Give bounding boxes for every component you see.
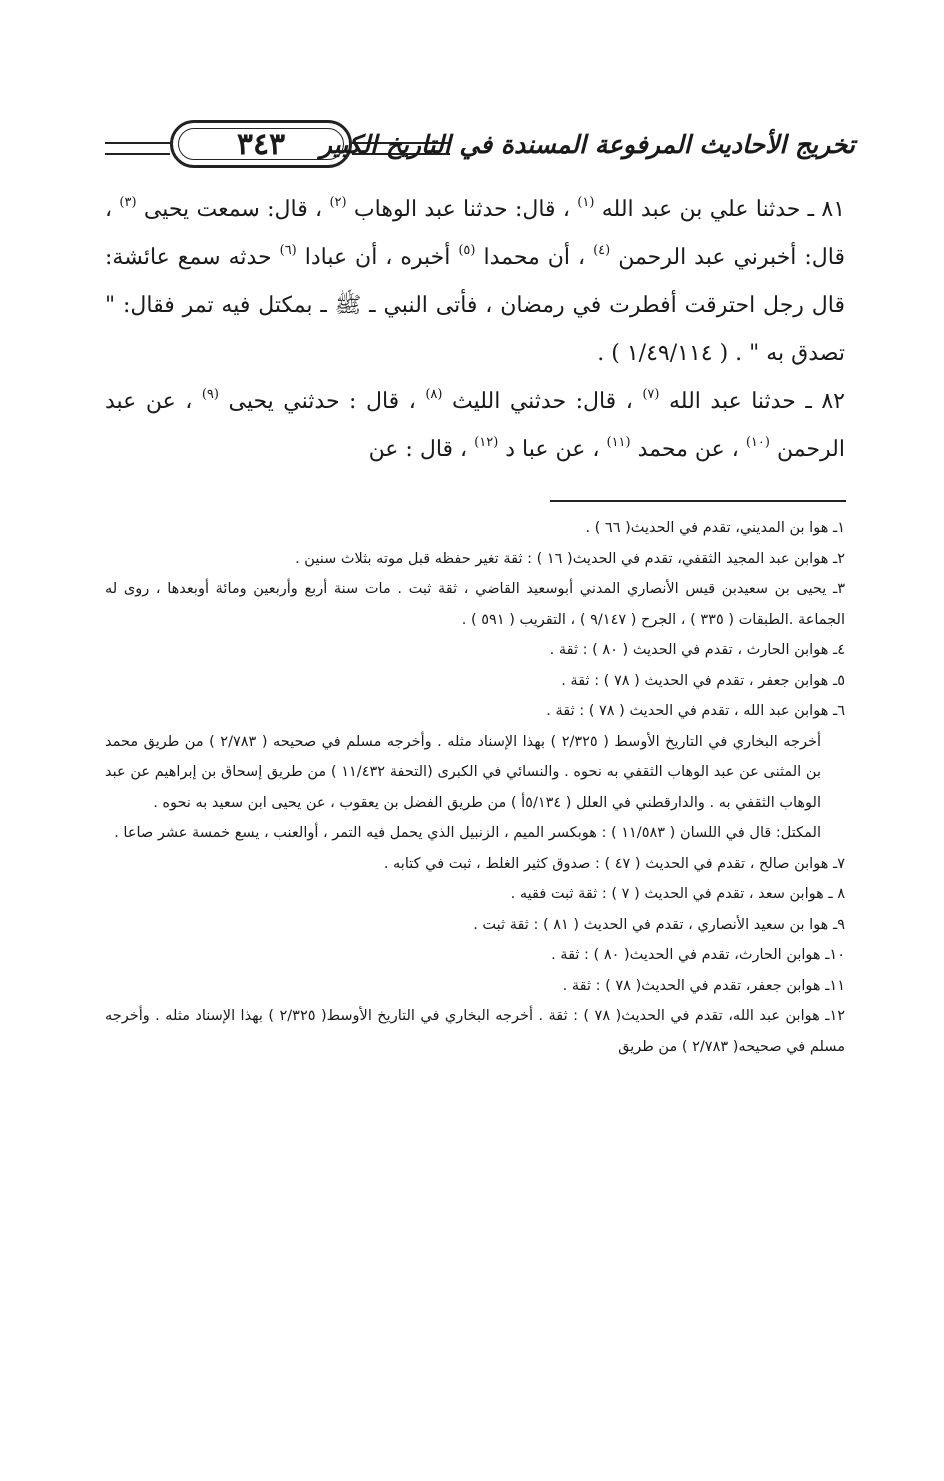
footnote-9: ٩ـ هوا بن سعيد الأنصاري ، تقدم في الحديث ( ٨١ ) : ثقة ثبت . [473,916,845,933]
hadith-82-text-4: ، عن عبد الرحمن [105,389,845,462]
footnote-3: ٣ـ يحيى بن سعيدبن قيس الأنصاري المدني أبوسعيد القاضي ، ثقة ثبت . مات سنة أربع وأربعين ومائة أوبعدها ، روى له الجماعة .الطبقات ( ٣٣٥ ) ، الجرح ( ٩/١٤٧ ) ، التقريب ( ٥٩١ ) . [105,581,845,628]
footnote-ref-10[interactable]: (١٠) [745,435,770,450]
footnote-1: ١ـ هوا بن المديني، تقدم في الحديث( ٦٦ ) . [585,520,845,536]
running-title: تخريج الأحاديث المرفوعة المسندة في التاريخ الكبير [319,130,855,159]
footnote-ref-3[interactable]: (٣) [119,195,137,210]
footnote-ref-9[interactable]: (٩) [201,387,219,402]
footnote-divider [550,500,846,502]
footnote-7: ٧ـ هوابن صالح ، تقدم في الحديث ( ٤٧ ) : صدوق كثير الغلط ، ثبت في كتابه . [383,855,845,872]
hadith-81-text-4: ، قال: أخبرني عبد الرحمن [105,197,845,270]
hadith-82-text-7: ، قال : عن [368,437,468,462]
footnote-6-takhrij: أخرجه البخاري في التاريخ الأوسط ( ٢/٣٢٥ ) بهذا الإسناد مثله . وأخرجه مسلم في صحيحه ( ٢/٧٨٣ ) من طريق محمد بن المثنى عن عبد الوهاب الثقفي به نحوه . والنسائي في الكبرى (التحفة ١١/٤٣٢ ) من طريق إسحاق بن إبراهيم عن عبد الوهاب الثقفي به . والدارقطني في العلل ( ٥/١٣٤أ ) من طريق الفضل بن يعقوب ، عن يحيى ابن سعيد به نحوه . [105,733,821,811]
page-header [95,112,855,182]
page-number: ٣٤٣ [236,126,286,162]
footnote-11: ١١ـ هوابن جعفر، تقدم في الحديث( ٧٨ ) : ثقة . [562,977,845,994]
footnote-ref-1[interactable]: (١) [577,195,595,210]
hadith-82-text-1: ٨٢ ـ حدثنا عبد الله [668,389,845,414]
footnote-ref-5[interactable]: (٥) [458,243,476,258]
footnote-ref-7[interactable]: (٧) [642,387,660,402]
hadith-82-text-3: ، قال : حدثني يحيى [228,389,416,414]
hadith-82-text-5: ، عن محمد [637,437,739,462]
hadith-81-text-5: ، أن محمدا [483,245,586,270]
header-rule-left [105,142,170,155]
hadith-81-text-2: ، قال: حدثنا عبد الوهاب [353,197,570,222]
hadith-81 [105,186,845,378]
hadith-81-text-6: أخبره ، أن عبادا [304,245,451,270]
hadith-82 [105,378,845,474]
hadith-82-text-2: ، قال: حدثني الليث [451,389,633,414]
footnote-6: ٦ـ هوابن عبد الله ، تقدم في الحديث ( ٧٨ ) : ثقة . [546,703,845,719]
main-text [105,186,845,474]
hadith-82-text-6: ، عن عبا د [505,437,600,462]
footnotes [105,513,845,1062]
footnote-ref-11[interactable]: (١١) [606,435,631,450]
footnote-ref-4[interactable]: (٤) [593,243,611,258]
footnote-ref-8[interactable]: (٨) [425,387,443,402]
footnote-2: ٢ـ هوابن عبد المجيد الثقفي، تقدم في الحديث( ١٦ ) : ثقة تغير حفظه قبل موته بثلاث سنين . [295,550,845,567]
footnote-5: ٥ـ هوابن جعفر ، تقدم في الحديث ( ٧٨ ) : ثقة . [561,672,845,689]
footnote-ref-12[interactable]: (١٢) [474,435,499,450]
footnote-4: ٤ـ هوابن الحارث ، تقدم في الحديث ( ٨٠ ) : ثقة . [549,642,845,658]
footnote-8: ٨ ـ هوابن سعد ، تقدم في الحديث ( ٧ ) : ثقة ثبت فقيه . [510,886,845,902]
footnote-ref-6[interactable]: (٦) [279,243,297,258]
hadith-81-text-7: حدثه سمع عائشة: قال رجل احترقت أفطرت في رمضان ، فأتى النبي ـ ﷺ ـ بمكتل فيه تمر فقال: " تصدق به " . ( ١/٤٩/١١٤ ) . [105,245,845,366]
hadith-81-text-1: ٨١ ـ حدثنا علي بن عبد الله [601,197,846,222]
footnote-10: ١٠ـ هوابن الحارث، تقدم في الحديث( ٨٠ ) : ثقة . [551,947,845,963]
footnote-12: ١٢ـ هوابن عبد الله، تقدم في الحديث( ٧٨ ) : ثقة . أخرجه البخاري في التاريخ الأوسط( ٢/٣٢٥ ) بهذا الإسناد مثله . وأخرجه مسلم في صحيحه( ٢/٧٨٣ ) من طريق [105,1008,846,1055]
hadith-81-text-3: ، قال: سمعت يحيى [143,197,323,222]
footnote-6-gloss: المكتل: قال في اللسان ( ١١/٥٨٣ ) : هوبكسر الميم ، الزنبيل الذي يحمل فيه التمر ، أوالعنب ، يسع خمسة عشر صاعا . [114,825,821,841]
footnote-ref-2[interactable]: (٢) [329,195,347,210]
